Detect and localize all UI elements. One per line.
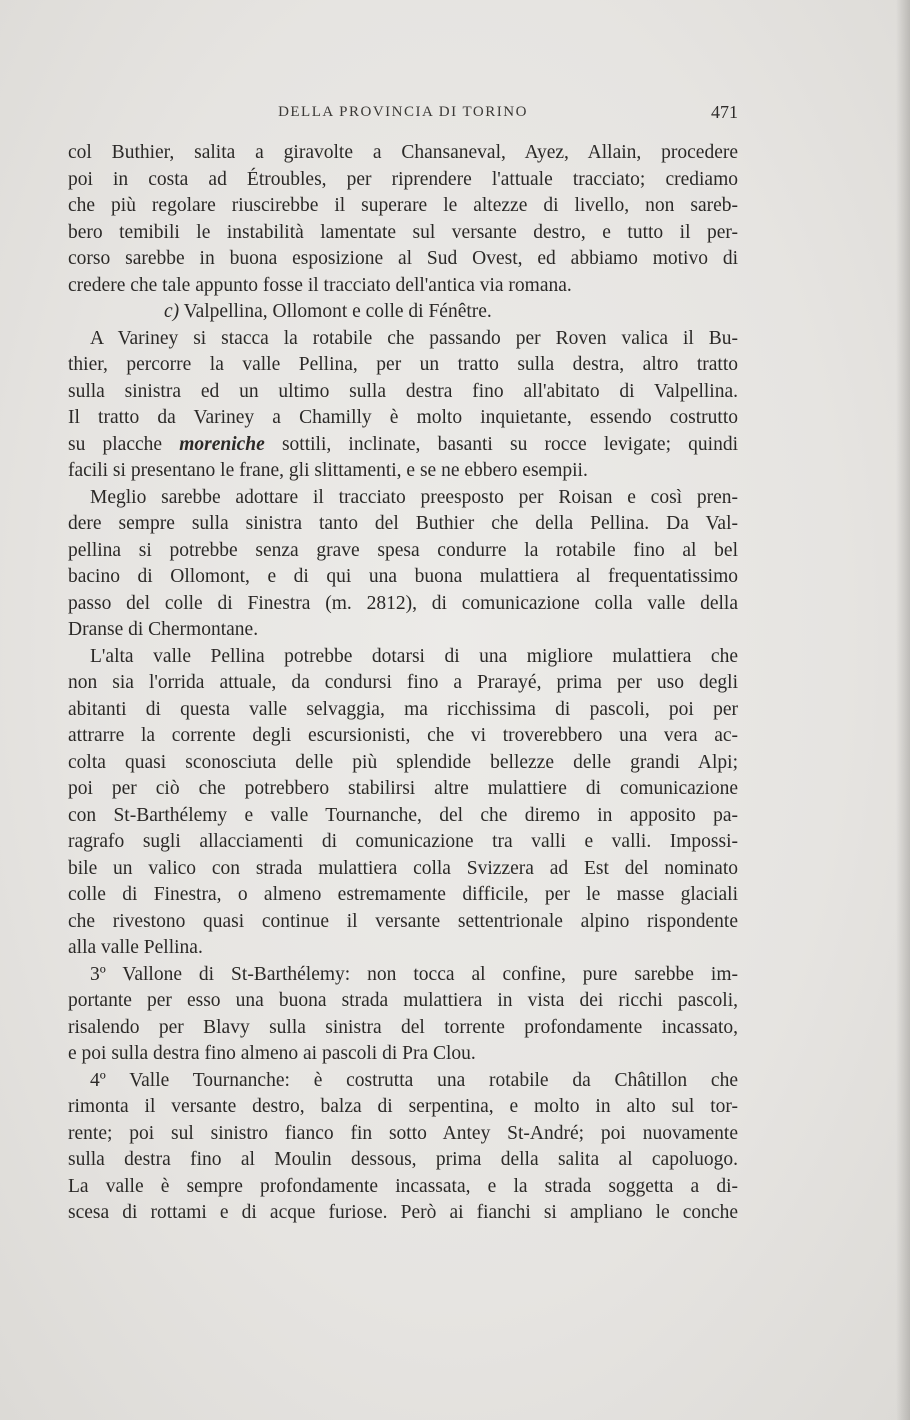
text-line: abitanti di questa valle selvaggia, ma ricchissima di pascoli, poi per xyxy=(68,698,738,720)
text-line: A Variney si stacca la rotabile che passando per Roven valica il Bu- xyxy=(90,327,738,349)
text-line: risalendo per Blavy sulla sinistra del torrente profondamente incassato, xyxy=(68,1016,738,1038)
text-line: non sia l'orrida attuale, da condursi fino a Prarayé, prima per uso degli xyxy=(68,672,738,693)
text-line: thier, percorre la valle Pellina, per un tratto sulla destra, altro tratto xyxy=(68,354,738,375)
text-span: su placche xyxy=(68,433,180,455)
text-line: col Buthier, salita a giravolte a Chansaneval, Ayez, Allain, procedere xyxy=(68,142,738,163)
page-header xyxy=(68,104,738,130)
text-line: poi per ciò che potrebbero stabilirsi altre mulattiere di comunicazione xyxy=(68,778,738,799)
text-line: La valle è sempre profondamente incassata, e la strada soggetta a di- xyxy=(68,1175,738,1197)
text-line: poi in costa ad Étroubles, per riprendere l'attuale tracciato; crediamo xyxy=(68,168,738,190)
text-line: alla valle Pellina. xyxy=(68,937,203,958)
text-line: che rivestono quasi continue il versante settentrionale alpino rispondente xyxy=(68,910,738,932)
text-line: scesa di rottami e di acque furiose. Però ai fianchi si ampliano le conche xyxy=(68,1202,738,1223)
text-line: bile un valico con strada mulattiera colla Svizzera ad Est del nominato xyxy=(68,857,738,879)
text-line: passo del colle di Finestra (m. 2812), di comunicazione colla valle della xyxy=(68,592,738,614)
text-line: dere sempre sulla sinistra tanto del Buthier che della Pellina. Da Val- xyxy=(68,513,738,534)
text-line: Il tratto da Variney a Chamilly è molto inquietante, essendo costrutto xyxy=(68,407,738,428)
text-line: colle di Finestra, o almeno estremamente difficile, per le masse glaciali xyxy=(68,884,738,905)
running-head: DELLA PROVINCIA DI TORINO xyxy=(278,104,528,120)
text-line: corso sarebbe in buona esposizione al Sud Ovest, ed abbiamo motivo di xyxy=(68,248,738,269)
text-line: facili si presentano le frane, gli slittamenti, e se ne ebbero esempii. xyxy=(68,460,588,481)
emphasis-word: moreniche xyxy=(179,433,265,455)
text-line: e poi sulla destra fino almeno ai pascoli di Pra Clou. xyxy=(68,1043,476,1064)
text-line: rimonta il versante destro, balza di serpentina, e molto in alto sul tor- xyxy=(68,1096,738,1117)
page-number: 471 xyxy=(711,102,738,122)
text-line: sulla sinistra ed un ultimo sulla destra fino all'abitato di Valpellina. xyxy=(68,380,738,402)
text-line: L'alta valle Pellina potrebbe dotarsi di una migliore mulattiera che xyxy=(90,645,738,667)
text-line: 4º Valle Tournanche: è costrutta una rotabile da Châtillon che xyxy=(90,1069,738,1091)
text-line: attrarre la corrente degli escursionisti, che vi troverebbero una vera ac- xyxy=(68,725,738,746)
text-line: colta quasi sconosciuta delle più splendide bellezze delle grandi Alpi; xyxy=(68,751,738,773)
text-line: bacino di Ollomont, e di qui una buona mulattiera al frequentatissimo xyxy=(68,566,738,587)
text-line: portante per esso una buona strada mulattiera in vista dei ricchi pascoli, xyxy=(68,990,738,1011)
text-line: Meglio sarebbe adottare il tracciato preesposto per Roisan e così pren- xyxy=(90,486,738,508)
text-line: ragrafo sugli allacciamenti di comunicazione tra valli e valli. Impossi- xyxy=(68,831,738,852)
subsection-letter: c) xyxy=(164,301,180,322)
subsection-heading xyxy=(68,299,738,326)
text-span: sottili, inclinate, basanti su rocce levigate; quindi xyxy=(264,433,738,455)
body-text xyxy=(68,140,738,1227)
subsection-title: Valpellina, Ollomont e colle di Fénêtre. xyxy=(179,301,492,322)
text-line: credere che tale appunto fosse il tracciato dell'antica via romana. xyxy=(68,274,572,296)
text-line: bero temibili le instabilità lamentate sul versante destro, e tutto il per- xyxy=(68,221,738,243)
text-line: pellina si potrebbe senza grave spesa condurre la rotabile fino al bel xyxy=(68,539,738,561)
text-line: Dranse di Chermontane. xyxy=(68,619,259,640)
text-line: rente; poi sul sinistro fianco fin sotto Antey St-André; poi nuovamente xyxy=(68,1122,738,1144)
text-line xyxy=(68,432,738,459)
text-line: con St-Barthélemy e valle Tournanche, del che diremo in apposito pa- xyxy=(68,804,738,826)
text-line: 3º Vallone di St-Barthélemy: non tocca al confine, pure sarebbe im- xyxy=(90,963,738,985)
text-line: sulla destra fino al Moulin dessous, prima della salita al capoluogo. xyxy=(68,1149,738,1170)
page-edge-shadow xyxy=(896,0,910,1420)
text-line: che più regolare riuscirebbe il superare le altezze di livello, non sareb- xyxy=(68,195,738,216)
